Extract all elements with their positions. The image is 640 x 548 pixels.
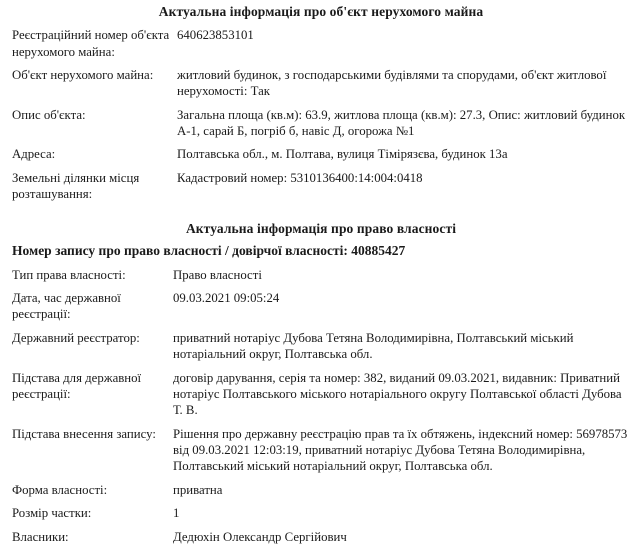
table-row	[12, 370, 630, 426]
table-row	[12, 529, 630, 545]
row-value-address: Полтавська обл., м. Полтава, вулиця Тімірязєва, будинок 13а	[177, 147, 508, 162]
table-row	[12, 67, 630, 107]
row-label-ownership-form: Форма власності:	[12, 482, 108, 497]
row-value-owners: Дедюхін Олександр Сергійович	[173, 529, 347, 544]
section-spacer	[12, 203, 630, 212]
table-row	[12, 290, 630, 330]
row-label-property-object: Об'єкт нерухомого майна:	[12, 67, 154, 82]
row-value-entry-basis: Рішення про державну реєстрацію прав та їх обтяжень, індексний номер: 56978573 від 09.03.2021 12:03:19, приватний нотаріус Дубова Тетяна Володимирівна, Полтавський міський нотаріальний округ, Полтавська обл.	[173, 426, 628, 474]
table-row	[12, 426, 630, 482]
table-row	[12, 482, 630, 505]
row-value-registration-datetime: 09.03.2021 09:05:24	[173, 291, 280, 305]
row-value-ownership-form: приватна	[173, 482, 223, 497]
row-label-entry-basis: Підстава внесення запису:	[12, 426, 156, 441]
row-label-registration-datetime: Дата, час державної реєстрації:	[12, 291, 121, 322]
row-label-owners: Власники:	[12, 529, 69, 544]
ownership-record-number: Номер запису про право власності / довірчої власності: 40885427	[12, 242, 406, 258]
ownership-section-title: Актуальна інформація про право власності	[185, 220, 457, 236]
row-label-share-size: Розмір частки:	[12, 506, 92, 521]
table-row	[12, 330, 630, 370]
table-row	[12, 107, 630, 147]
property-details-table	[12, 27, 630, 202]
table-row	[12, 27, 630, 67]
row-label-object-description: Опис об'єкта:	[12, 107, 86, 122]
row-label-state-registrar: Державний реєстратор:	[12, 330, 140, 345]
row-label-registration-number: Реєстраційний номер об'єкта нерухомого майна:	[12, 28, 170, 59]
row-value-share-size: 1	[173, 506, 180, 521]
property-section-title: Актуальна інформація про об'єкт нерухомого майна	[158, 4, 484, 19]
row-value-property-object: житловий будинок, з господарськими будівлями та спорудами, об'єкт житлової нерухомості: Так	[177, 67, 607, 99]
row-value-registration-number: 640623853101	[177, 28, 254, 43]
row-value-land-plots: Кадастровий номер: 5310136400:14:004:0418	[177, 170, 423, 185]
table-row	[12, 267, 630, 290]
row-label-ownership-type: Тип права власності:	[12, 267, 126, 282]
table-row	[12, 505, 630, 528]
row-value-state-registrar: приватний нотаріус Дубова Тетяна Володимирівна, Полтавський міський нотаріальний округ, Полтавська обл.	[173, 330, 574, 362]
row-label-registration-basis: Підстава для державної реєстрації:	[12, 370, 142, 401]
row-value-ownership-type: Право власності	[173, 267, 262, 282]
row-label-land-plots: Земельні ділянки місця розташування:	[12, 170, 140, 202]
table-row	[12, 170, 630, 203]
ownership-details-table	[12, 267, 630, 545]
row-value-object-description: Загальна площа (кв.м): 63.9, житлова площа (кв.м): 27.3, Опис: житловий будинок А-1, сарай Б, погріб б, навіс Д, огорожа №1	[177, 107, 626, 139]
table-row	[12, 146, 630, 169]
row-label-address: Адреса:	[12, 147, 56, 162]
row-value-registration-basis: договір дарування, серія та номер: 382, виданий 09.03.2021, видавник: Приватний нотаріус Полтавського міського нотаріального округу Полтавської області Дубова Т. В.	[173, 370, 622, 418]
